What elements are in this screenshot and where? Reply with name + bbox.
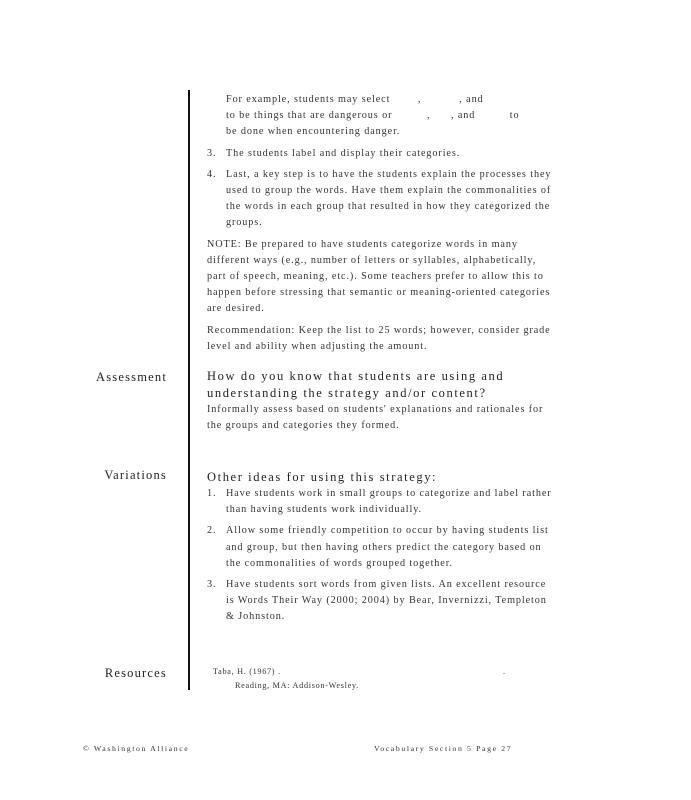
resources-label: Resources [104, 666, 167, 680]
recommendation-paragraph: Recommendation: Keep the list to 25 words; however, consider grade level and ability when adjusting the amount. [207, 324, 551, 352]
step-number: 4. [207, 168, 217, 180]
note-paragraph: NOTE: Be prepared to have students categorize words in many different ways (e.g., number of letters or syllables, alphabetically, part of speech, meaning, etc.). Some teachers prefer to allow this to happen before stressing that semantic or meaning-oriented categories are desired. [207, 238, 551, 315]
example-line-1: For example, students may select , , and [226, 94, 484, 105]
footer-page-number: Vocabulary Section 5 Page 27 [374, 744, 513, 753]
assessment-section [207, 368, 557, 434]
variations-label: Variations [104, 468, 167, 482]
assessment-question: How do you know that students are using and understanding the strategy and/or content? [207, 369, 505, 400]
variation-item [207, 523, 557, 572]
variation-number: 3. [207, 579, 217, 591]
variations-section [207, 469, 557, 626]
variation-item [207, 486, 557, 518]
variations-heading: Other ideas for using this strategy: [207, 470, 438, 484]
footer-copyright: © Washington Alliance [83, 744, 190, 753]
variation-number: 2. [207, 525, 217, 537]
resource-citation [213, 665, 513, 693]
procedure-continuation [207, 92, 557, 355]
example-line-3: be done when encountering danger. [226, 126, 401, 138]
step-number: 3. [207, 147, 217, 159]
citation-line-1: Taba, H. (1967) . [213, 667, 281, 676]
variation-text: Have students sort words from given lists. An excellent resource is Words Their Way (2000; 2004) by Bear, Invernizzi, Templeton & Johnston. [226, 579, 547, 623]
example-line-2: to be things that are dangerous or , , and to [226, 110, 520, 122]
citation-line-1-end: . [503, 667, 506, 676]
step-text: The students label and display their categories. [226, 147, 461, 159]
step-item [207, 167, 557, 232]
variation-item [207, 577, 557, 626]
variation-text: Have students work in small groups to categorize and label rather than having students work individually. [226, 488, 552, 516]
step-text: Last, a key step is to have the students explain the processes they used to group the words. Have them explain the commonalities of the words in each group that resulted in how they categorized the groups. [226, 168, 552, 229]
vertical-divider [188, 90, 190, 690]
variation-number: 1. [207, 488, 217, 499]
assessment-label: Assessment [95, 370, 167, 384]
assessment-text: Informally assess based on students' explanations and rationales for the groups and categories they formed. [207, 404, 544, 432]
variation-text: Allow some friendly competition to occur by having students list and group, but then having others predict the category based on the commonalities of words grouped together. [226, 525, 549, 569]
step-item [207, 146, 557, 162]
example-text [207, 92, 557, 141]
citation-line-2: Reading, MA: Addison-Wesley. [235, 681, 359, 690]
